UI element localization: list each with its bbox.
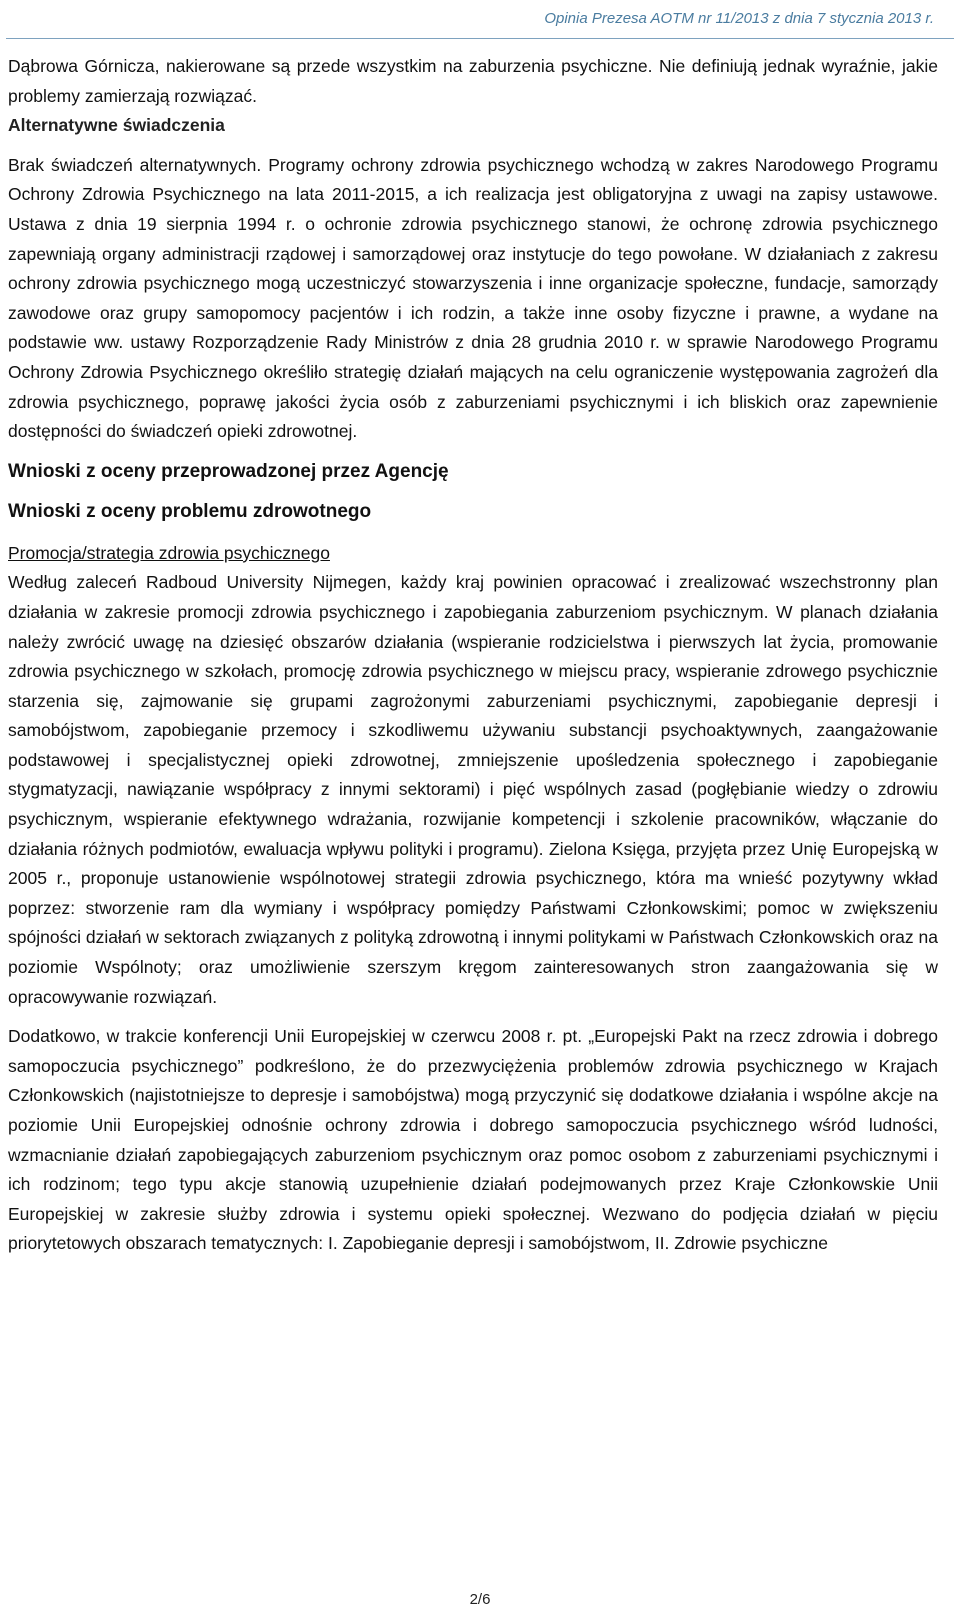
promotion-paragraph: Według zaleceń Radboud University Nijmegen, każdy kraj powinien opracować i zrealizować wszechstronny plan działania w zakresie promocji zdrowia psychicznego i zapobiegania zaburzeniom psychicznym. W planach działania należy zwrócić uwagę na dziesięć obszarów działania (wspieranie rodzicielstwa i pierwszych lat życia, promowanie zdrowia psychicznego w szkołach, promocję zdrowia psychicznego w miejscu pracy, wspieranie zdrowego psychicznie starzenia się, zajmowanie się grupami zagrożonymi zaburzeniami psychicznymi, zapobieganie depresji i samobójstwom, zapobieganie przemocy i szkodliwemu używaniu substancji psychoaktywnych, zaangażowanie podstawowej i specjalistycznej opieki zdrowotnej, zmniejszenie upośledzenia społecznego i zapobieganie stygmatyzacji, nawiązanie współpracy z innymi sektorami) i pięć wspólnych zasad (pogłębianie wiedzy o zdrowiu psychicznym, wspieranie efektywnego wdrażania, rozwijanie kompetencji i szkolenie pracowników, włączanie do działania różnych podmiotów, ewaluacja wpływu polityki i programu). Zielona Księga, przyjęta przez Unię Europejską w 2005 r., proponuje ustanowienie wspólnotowej strategii zdrowia psychicznego, która ma wnieść pozytywny wkład poprzez: stworzenie ram dla wymiany i współpracy pomiędzy Państwami Członkowskimi; pomoc w zwiększeniu spójności działań w sektorach związanych z polityką zdrowotną i innymi politykami w Państwach Członkowskich oraz na poziomie Wspólnoty; oraz umożliwienie szerszym kręgom zainteresowanych stron zaangażowania się w opracowywanie rozwiązań.	[8, 572, 938, 1007]
header-rule	[6, 38, 954, 39]
additional-paragraph: Dodatkowo, w trakcie konferencji Unii Europejskiej w czerwcu 2008 r. pt. „Europejski Pakt na rzecz zdrowia i dobrego samopoczucia psychicznego” podkreślono, że do przezwyciężenia problemów zdrowia psychicznego w Krajach Członkowskich (najistotniejsze to depresje i samobójstwa) mogą przyczynić się dodatkowe działania i wspólne akcje na poziomie Unii Europejskiej odnośnie ochrony zdrowia i dobrego samopoczucia psychicznego wśród ludności, wzmacnianie działań zapobiegających zaburzeniom psychicznym oraz pomoc osobom z zaburzeniami psychicznymi i ich rodzinom; tego typu akcje stanowią uzupełnienie działań podejmowanych przez Kraje Członkowskie Unii Europejskiej w zakresie służby zdrowia i systemu opieki społecznej. Wezwano do podjęcia działań w pięciu priorytetowych obszarach tematycznych: I. Zapobieganie depresji i samobójstwom, II. Zdrowie psychiczne	[8, 1026, 938, 1254]
document-header: Opinia Prezesa AOTM nr 11/2013 z dnia 7 stycznia 2013 r.	[544, 10, 934, 27]
promotion-strategy-heading: Promocja/strategia zdrowia psychicznego	[8, 542, 330, 563]
alternatives-heading: Alternatywne świadczenia	[8, 115, 225, 136]
agency-conclusions-heading: Wnioski z oceny przeprowadzonej przez Agencję	[8, 460, 449, 482]
health-problem-heading: Wnioski z oceny problemu zdrowotnego	[8, 500, 372, 522]
alternatives-paragraph: Brak świadczeń alternatywnych. Programy ochrony zdrowia psychicznego wchodzą w zakres Narodowego Programu Ochrony Zdrowia Psychicznego na lata 2011-2015, a ich realizacja jest obligatoryjna z uwagi na zapisy ustawowe. Ustawa z dnia 19 sierpnia 1994 r. o ochronie zdrowia psychicznego stanowi, że ochronę zdrowia psychicznego zapewniają organy administracji rządowej i samorządowej oraz instytucje do tego powołane. W działaniach z zakresu ochrony zdrowia psychicznego mogą uczestniczyć stowarzyszenia i inne organizacje społeczne, fundacje, samorządy zawodowe oraz grupy samopomocy pacjentów i ich rodzin, a także inne osoby fizyczne i prawne, a wydane na podstawie ww. ustawy Rozporządzenie Rady Ministrów z dnia 28 grudnia 2010 r. w sprawie Narodowego Programu Ochrony Zdrowia Psychicznego określiło strategię działań mających na celu ograniczenie występowania zagrożeń dla zdrowia psychicznego, poprawę jakości życia osób z zaburzeniami psychicznymi i ich bliskich oraz zapewnienie dostępności do świadczeń opieki zdrowotnej.	[8, 154, 938, 442]
intro-paragraph: Dąbrowa Górnicza, nakierowane są przede wszystkim na zaburzenia psychiczne. Nie definiują jednak wyraźnie, jakie problemy zamierzają rozwiązać.	[8, 56, 938, 106]
page-number: 2/6	[469, 1591, 491, 1608]
document-body	[8, 52, 938, 1259]
